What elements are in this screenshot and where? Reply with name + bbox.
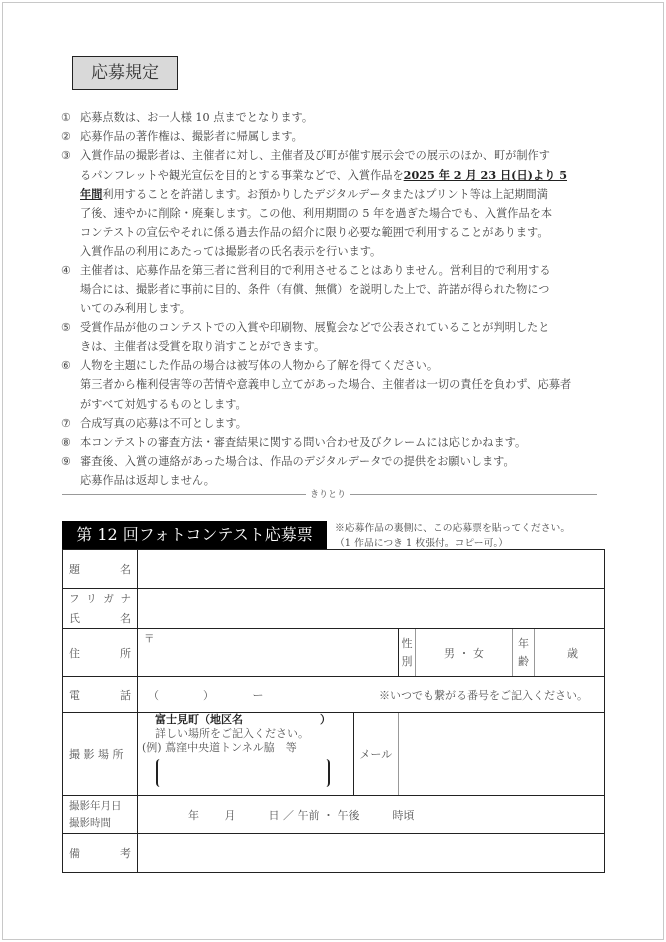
rule-text: きは、主催者は受賞を取り消すことができます。	[80, 340, 326, 354]
rule-number: ①	[61, 111, 72, 124]
rules-heading: 応募規定	[72, 56, 178, 90]
rule-number: ⑦	[61, 416, 72, 430]
rule-number: ⑧	[61, 435, 72, 449]
age-label: 年 齢	[513, 629, 535, 677]
rule-text: 第三者から権利侵害等の苦情や意義申し立てがあった場合、主催者は一切の責任を負わず、応募者	[80, 378, 572, 392]
sex-label: 性 別	[399, 629, 416, 677]
form-title: 第 12 回フォトコンテスト応募票	[62, 521, 327, 549]
rule-line	[80, 111, 313, 125]
rule-line	[80, 359, 438, 373]
location-bracket	[156, 759, 330, 787]
rule-line	[80, 283, 549, 297]
location-label: 撮 影 場 所	[63, 713, 138, 796]
rule-text: 本コンテストの審査方法・審査結果に関する問い合わせ及びクレームには応じかねます。	[80, 435, 527, 449]
rule-text: 入賞作品の利用にあたっては撮影者の氏名表示を行います。	[80, 244, 382, 258]
rule-line	[80, 187, 548, 202]
rule-line	[80, 436, 526, 450]
rule-line	[80, 245, 381, 259]
rule-text: いてのみ利用します。	[80, 302, 191, 315]
rule-number: ④	[61, 263, 72, 277]
name-field[interactable]	[138, 589, 605, 629]
name-label: フ リ ガ ナ 氏 名	[63, 589, 138, 629]
rule-text: 審査後、入賞の連絡があった場合は、作品のデジタルデータでの提供をお願いします。	[80, 454, 515, 468]
location-field[interactable]: 富士見町（地区名 ） 詳しい場所をご記入ください。 (例) 蔦窪中央道トンネル脇 等	[138, 713, 354, 796]
rule-text: コンテストの宣伝やそれに係る過去作品の紹介に限り必要な範囲で利用することがあります。	[80, 225, 549, 239]
rule-text: 合成写真の応募は不可とします。	[80, 416, 247, 430]
date-label: 撮影年月日 撮影時間	[63, 796, 138, 834]
rule-text: 受賞作品が他のコンテストでの入賞や印刷物、展覧会などで公表されていることが判明したと	[80, 321, 550, 335]
rule-text: がすべて対処するものとします。	[80, 397, 247, 411]
rule-emphasis: 2025 年 2 月 23 日(日)より 5	[403, 168, 568, 183]
rule-line	[80, 226, 549, 240]
rule-line	[80, 149, 550, 163]
rule-line	[80, 378, 571, 392]
date-field[interactable]: 年 月 日 ／ 午前 ・ 午後 時頃	[138, 796, 605, 834]
rule-line	[80, 398, 247, 412]
rule-number: ⑤	[61, 321, 72, 335]
rule-text: 了後、速やかに削除・廃棄します。この他、利用期間の 5 年を過ぎた場合でも、入賞作品を本	[80, 206, 553, 220]
phone-field[interactable]: （ ） ー ※いつでも繋がる番号をご記入ください。	[138, 677, 605, 713]
cut-label: きりとり	[306, 487, 350, 500]
rule-text: 応募作品の著作権は、撮影者に帰属します。	[80, 130, 303, 144]
form-note-2: （1 作品につき 1 枚張付。コピー可。）	[335, 538, 509, 549]
rule-text: 応募点数は、お一人様 10 点までとなります。	[80, 111, 314, 124]
rule-line	[80, 340, 325, 354]
age-field[interactable]: 歳	[535, 629, 605, 677]
remarks-label: 備 考	[63, 834, 138, 873]
rule-number: ③	[61, 149, 72, 163]
rule-text: 場合には、撮影者に事前に目的、条件（有償、無償）を説明した上で、許諾が得られた物につ	[80, 282, 550, 296]
rule-line	[80, 321, 549, 335]
postal-mark: 〒	[144, 633, 155, 645]
rule-text: るパンフレットや観光宣伝を目的とする事業などで、入賞作品を	[80, 169, 404, 183]
rule-line	[80, 455, 515, 469]
remarks-field[interactable]	[138, 834, 605, 873]
rule-emphasis: 年間	[80, 187, 103, 202]
address-label: 住 所	[63, 629, 138, 677]
rule-text: 主催者は、応募作品を第三者に営利目的で利用させることはありません。営利目的で利用する	[80, 263, 551, 277]
form-note-1: ※応募作品の裏側に、この応募票を貼ってください。	[335, 523, 571, 534]
sex-options[interactable]: 男 ・ 女	[416, 629, 513, 677]
phone-label: 電 話	[63, 677, 138, 713]
rule-text: 人物を主題にした作品の場合は被写体の人物から了解を得てください。	[80, 359, 439, 373]
rule-number: ⑥	[61, 359, 72, 373]
rule-line	[80, 474, 215, 488]
email-label: メール	[353, 713, 398, 796]
rule-line	[80, 302, 191, 316]
rule-text: 入賞作品の撮影者は、主催者に対し、主催者及び町が催す展示会での展示のほか、町が制作す	[80, 149, 550, 163]
address-field[interactable]	[138, 629, 399, 677]
entry-form-table	[62, 549, 605, 873]
rule-line	[80, 264, 551, 278]
rule-number: ②	[61, 130, 72, 144]
rule-line	[80, 168, 567, 183]
rule-text: 利用することを許諾します。お預かりしたデジタルデータまたはプリント等は上記期間満	[102, 188, 548, 202]
rule-text: 応募作品は返却しません。	[80, 473, 215, 487]
title-label: 題 名	[63, 550, 138, 589]
email-field[interactable]	[399, 713, 605, 796]
title-field[interactable]	[138, 550, 605, 589]
rule-line	[80, 207, 552, 221]
rule-line	[80, 417, 247, 431]
rule-number: ⑨	[61, 454, 72, 468]
rule-line	[80, 130, 303, 144]
phone-note: ※いつでも繋がる番号をご記入ください。	[379, 688, 588, 702]
